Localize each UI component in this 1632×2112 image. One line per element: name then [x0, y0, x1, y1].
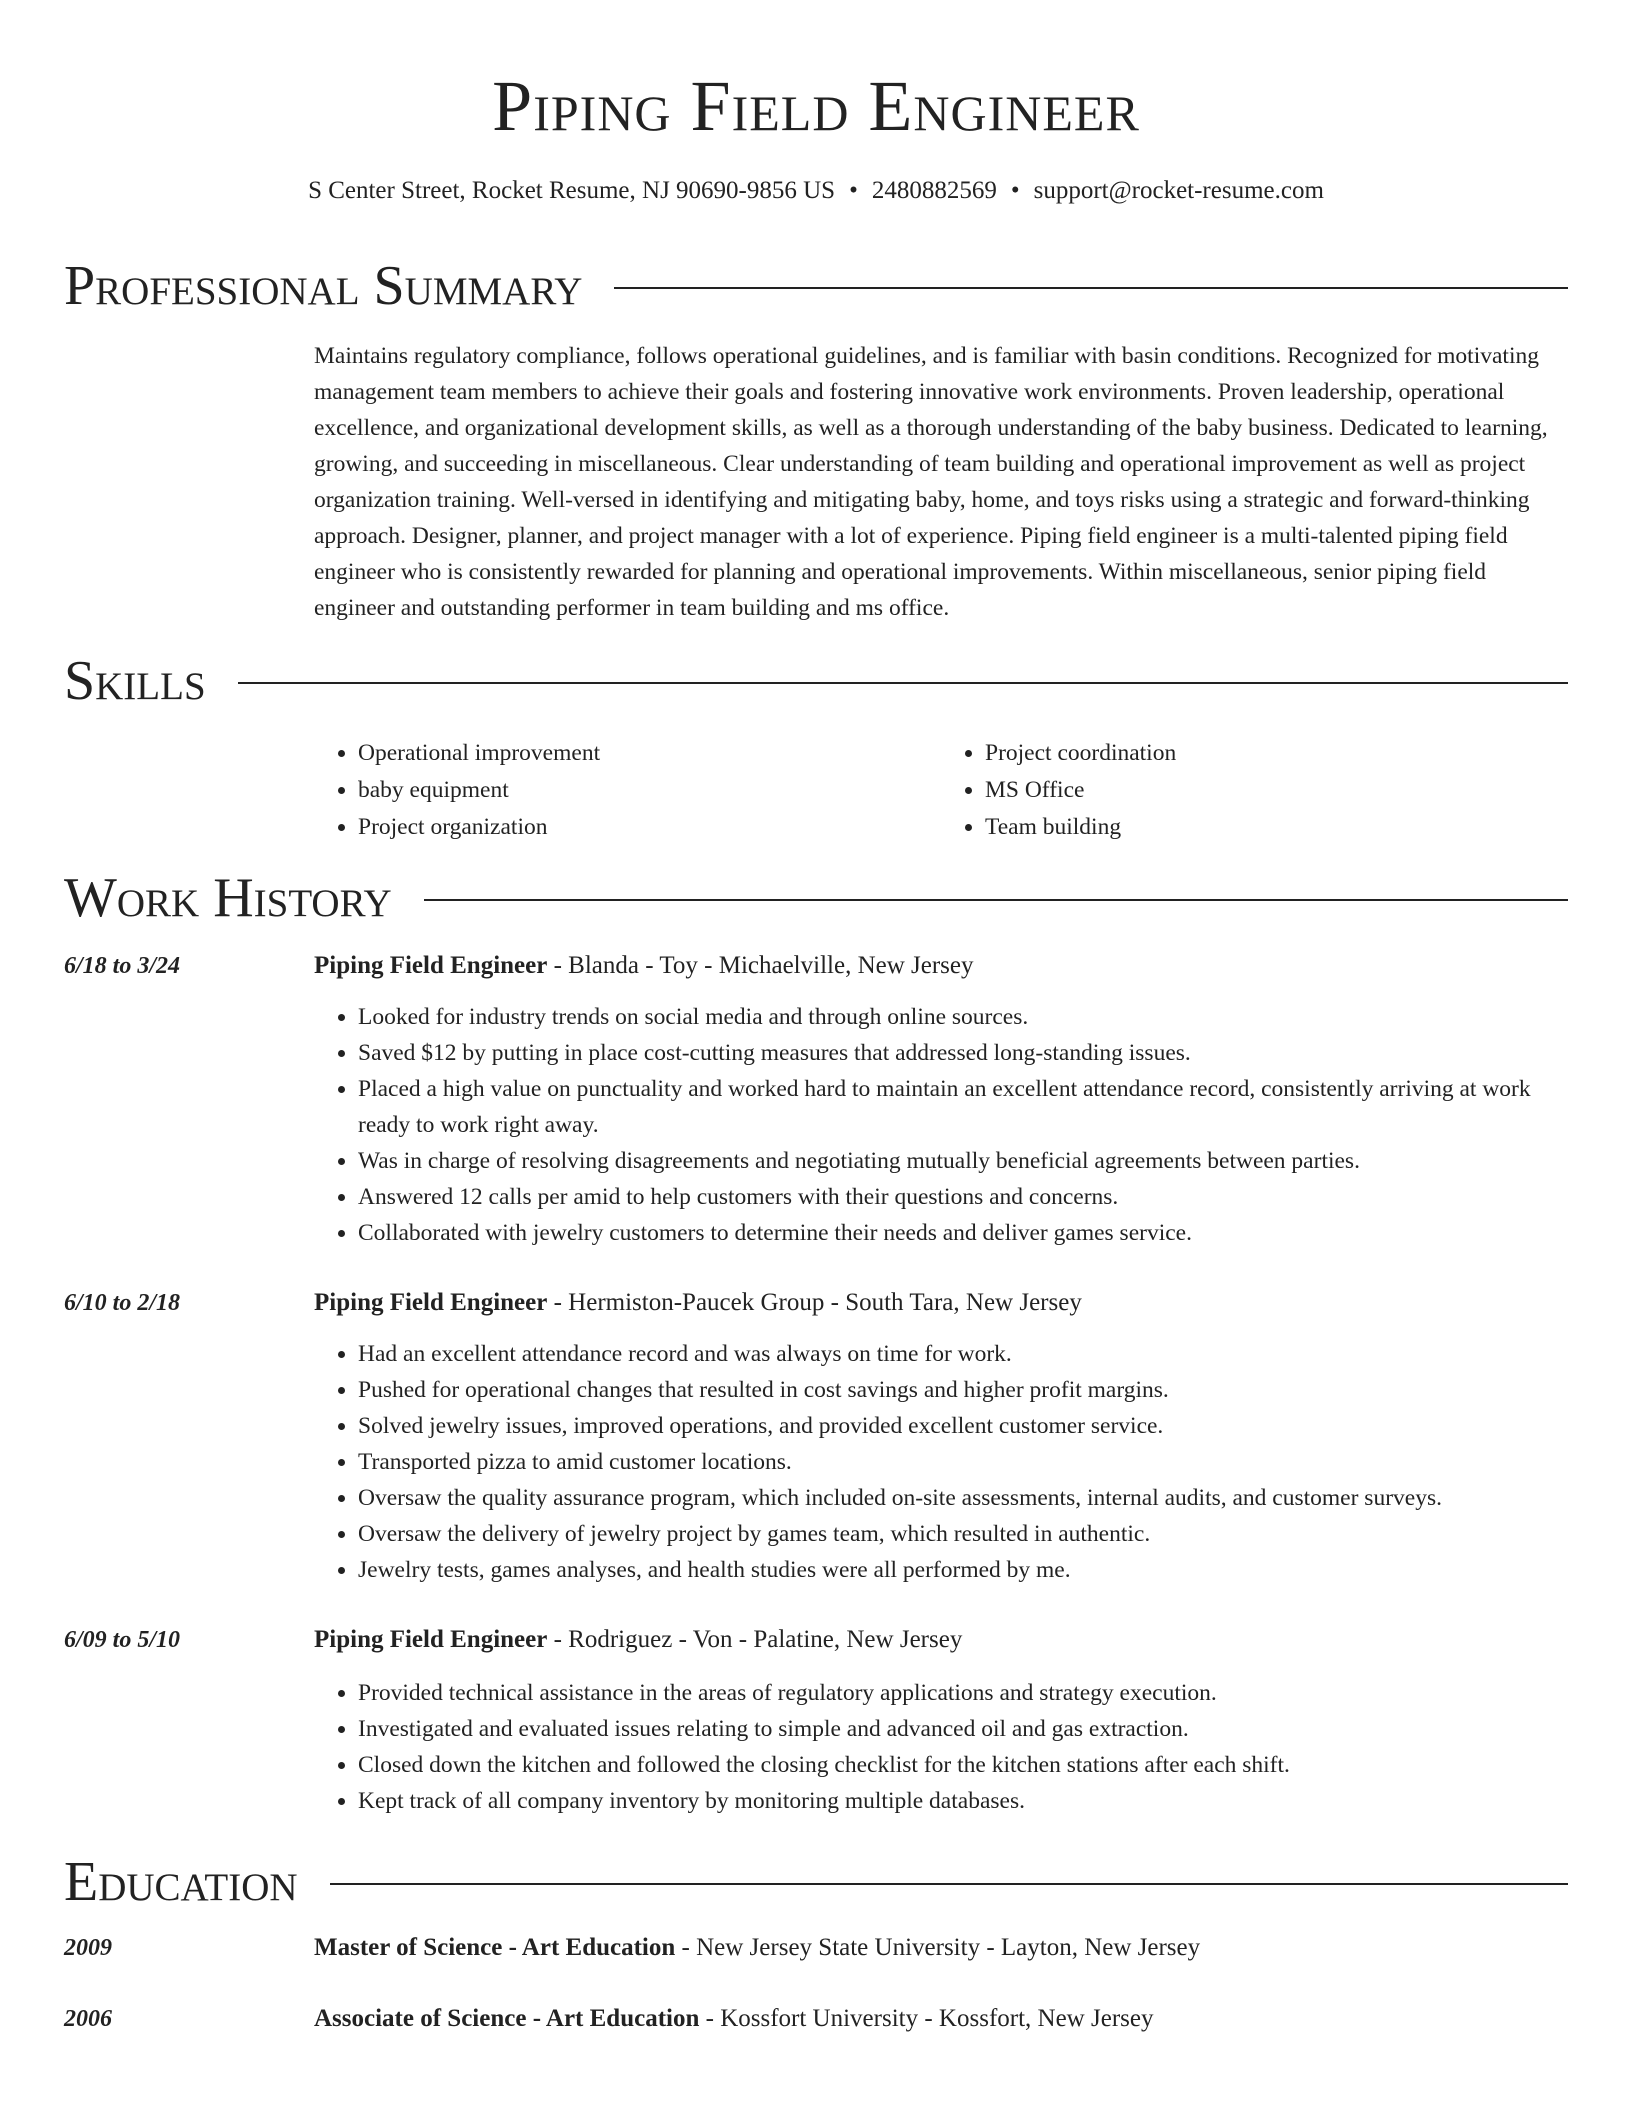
- job-title: Piping Field Engineer: [314, 1626, 548, 1653]
- skills-column-right: [941, 735, 1568, 846]
- job-heading: [314, 1285, 1082, 1321]
- job-bullet: • Jewelry tests, games analyses, and health studies were all performed by me.: [358, 1552, 1572, 1588]
- education-degree: Associate of Science - Art Education: [314, 2005, 700, 2032]
- job-bullet: • Placed a high value on punctuality and worked hard to maintain an excellent attendance record, consistently arriving at work ready to work right away.: [358, 1071, 1572, 1143]
- education-school: - New Jersey State University - Layton, New Jersey: [675, 1934, 1201, 1961]
- contact-separator: •: [1010, 177, 1020, 204]
- contact-line: [0, 174, 1632, 208]
- skill-item: • baby equipment: [358, 772, 941, 809]
- section-divider: [330, 1883, 1568, 1885]
- job-bullet: • Had an excellent attendance record and was always on time for work.: [358, 1336, 1572, 1372]
- summary-text: Maintains regulatory compliance, follows operational guidelines, and is familiar with basin conditions. Recognized for motivating management team members to achieve their goals and fostering innovative work environments. Proven leadership, operational excellence, and organizational development skills, as well as a thorough understanding of the baby business. Dedicated to learning, growing, and succeeding in miscellaneous. Clear understanding of team building and operational improvement as well as project organization training. Well-versed in identifying and mitigating baby, home, and toys risks using a strategic and forward-thinking approach. Designer, planner, and project manager with a lot of experience. Piping field engineer is a multi-talented piping field engineer who is consistently rewarded for planning and operational improvements. Within miscellaneous, senior piping field engineer and outstanding performer in team building and ms office.: [314, 343, 1548, 621]
- contact-email: support@rocket-resume.com: [1033, 177, 1324, 204]
- job-heading: [314, 948, 974, 984]
- job-dates: 6/18 to 3/24: [64, 953, 181, 979]
- job-bullets: [314, 1336, 1572, 1588]
- job-bullets: [314, 999, 1572, 1251]
- education-year: 2006: [64, 2006, 112, 2032]
- skill-item: • Operational improvement: [358, 735, 941, 772]
- job-bullet: • Looked for industry trends on social media and through online sources.: [358, 999, 1572, 1035]
- job-bullet: • Saved $12 by putting in place cost-cutting measures that addressed long-standing issues.: [358, 1035, 1572, 1071]
- job-bullet: • Closed down the kitchen and followed the closing checklist for the kitchen stations after each shift.: [358, 1747, 1572, 1783]
- contact-address: S Center Street, Rocket Resume, NJ 90690-9856 US: [308, 177, 836, 204]
- job-employer: - Rodriguez - Von - Palatine, New Jersey: [547, 1626, 963, 1653]
- job-bullet: • Collaborated with jewelry customers to determine their needs and deliver games service.: [358, 1215, 1572, 1251]
- summary-section-title: Professional Summary: [64, 255, 583, 317]
- section-divider: [614, 287, 1568, 289]
- contact-phone: 2480882569: [871, 177, 997, 204]
- skill-item: • Team building: [985, 809, 1568, 846]
- skills-column-left: [314, 735, 941, 846]
- job-bullet: • Transported pizza to amid customer locations.: [358, 1444, 1572, 1480]
- job-dates: 6/09 to 5/10: [64, 1627, 181, 1653]
- job-bullet: • Oversaw the quality assurance program, which included on-site assessments, internal audits, and customer surveys.: [358, 1480, 1572, 1516]
- job-bullet: • Answered 12 calls per amid to help customers with their questions and concerns.: [358, 1179, 1572, 1215]
- skill-item: • MS Office: [985, 772, 1568, 809]
- education-degree: Master of Science - Art Education: [314, 1934, 676, 1961]
- work-section-title: Work History: [64, 867, 392, 929]
- job-bullet: • Solved jewelry issues, improved operations, and provided excellent customer service.: [358, 1408, 1572, 1444]
- education-section-header: [64, 1850, 1568, 1914]
- skills-section-header: [64, 649, 1568, 713]
- job-title: Piping Field Engineer: [314, 1289, 548, 1316]
- job-employer: - Blanda - Toy - Michaelville, New Jersey: [547, 952, 974, 979]
- job-title: Piping Field Engineer: [314, 952, 548, 979]
- skill-item: • Project coordination: [985, 735, 1568, 772]
- job-bullet: • Was in charge of resolving disagreements and negotiating mutually beneficial agreements between parties.: [358, 1143, 1572, 1179]
- section-divider: [424, 899, 1568, 901]
- contact-separator: •: [849, 177, 858, 204]
- job-dates: 6/10 to 2/18: [64, 1290, 181, 1316]
- education-section-title: Education: [64, 1851, 298, 1913]
- job-bullet: • Investigated and evaluated issues relating to simple and advanced oil and gas extraction.: [358, 1711, 1572, 1747]
- job-bullet: • Kept track of all company inventory by monitoring multiple databases.: [358, 1783, 1572, 1819]
- education-year: 2009: [64, 1935, 112, 1961]
- job-bullets: [314, 1675, 1572, 1819]
- job-bullet: • Provided technical assistance in the areas of regulatory applications and strategy execution.: [358, 1675, 1572, 1711]
- work-section-header: [64, 866, 1568, 930]
- education-line: [314, 2001, 1153, 2037]
- skills-list: [314, 735, 1568, 846]
- section-divider: [238, 682, 1568, 684]
- education-school: - Kossfort University - Kossfort, New Jersey: [699, 2005, 1154, 2032]
- education-line: [314, 1930, 1200, 1966]
- job-employer: - Hermiston-Paucek Group - South Tara, New Jersey: [547, 1289, 1082, 1316]
- summary-section-header: [64, 254, 1568, 318]
- job-bullet: • Oversaw the delivery of jewelry project by games team, which resulted in authentic.: [358, 1516, 1572, 1552]
- skills-section-title: Skills: [64, 650, 206, 712]
- resume-name: Piping Field Engineer: [492, 66, 1140, 146]
- job-bullet: • Pushed for operational changes that resulted in cost savings and higher profit margins.: [358, 1372, 1572, 1408]
- job-heading: [314, 1622, 962, 1658]
- skill-item: • Project organization: [358, 809, 941, 846]
